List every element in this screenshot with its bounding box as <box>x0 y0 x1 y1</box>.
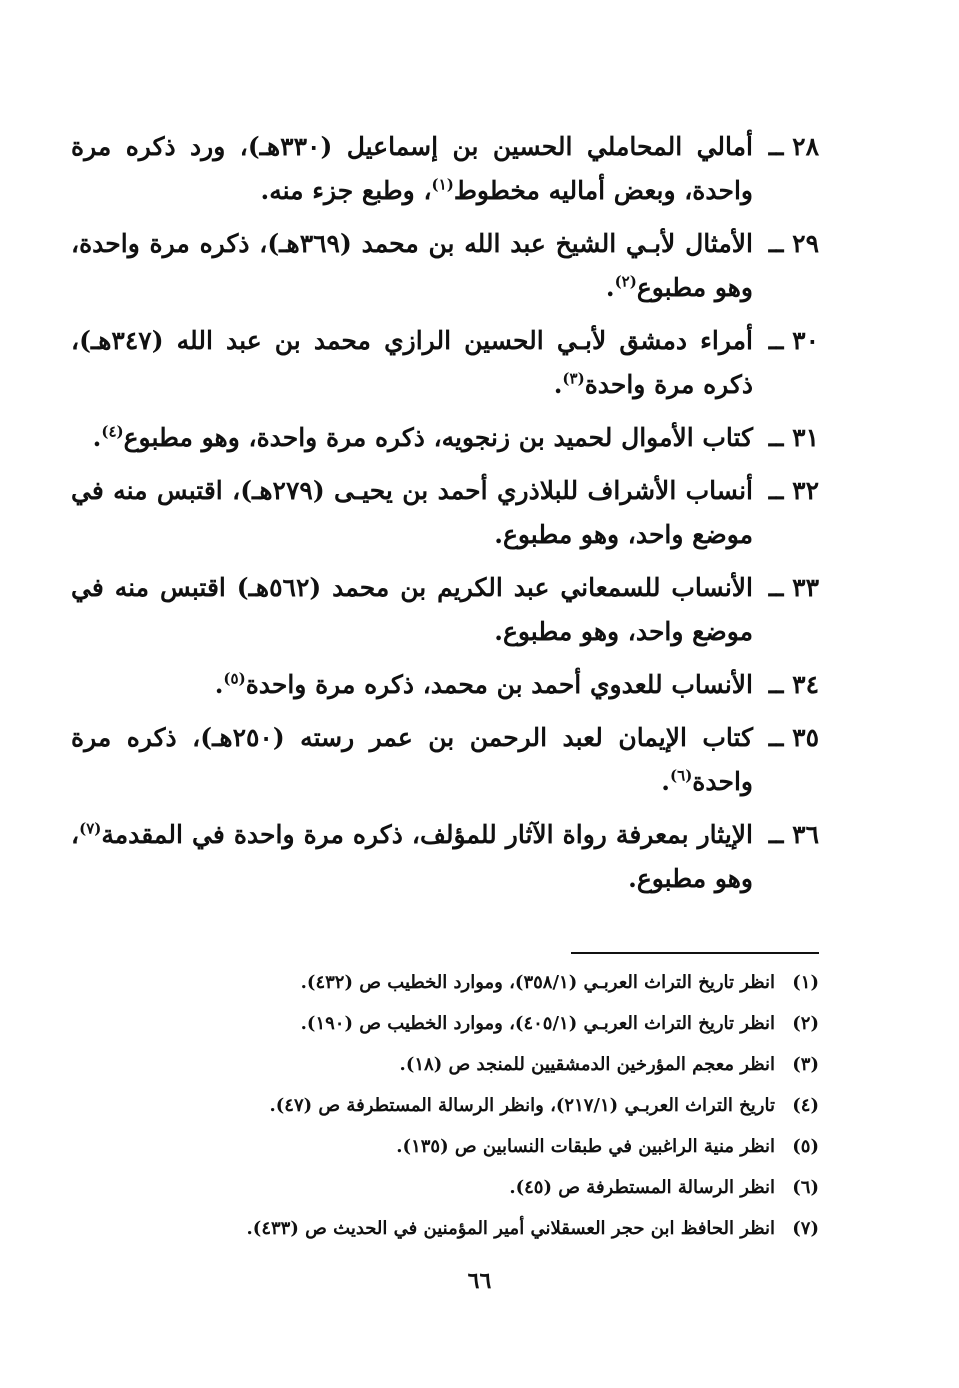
footnote-text: انظر الرسالة المستطرفة ص (٤٥). <box>509 1177 775 1198</box>
footnote-5 <box>119 1126 819 1167</box>
footnote-number: (٤) <box>792 1095 819 1116</box>
footnote-ref: (٧) <box>79 819 102 838</box>
entry-tail: . <box>214 670 224 699</box>
entry-body: أمراء دمشق لأبـي الحسين الرازي محمد بن عبد الله (٣٤٧هـ)، ذكره مرة واحدة <box>71 326 753 399</box>
entry-body: كتاب الإيمان لعبد الرحمن بن عمر رسته (٢٥٠هـ)، ذكره مرة واحدة <box>71 723 753 796</box>
entry-number: ٣١ ــ <box>768 423 819 452</box>
footnote-number: (١) <box>792 972 819 993</box>
footnote-2 <box>119 1003 819 1044</box>
footnote-separator <box>571 952 819 954</box>
entry-text <box>71 813 753 901</box>
footnote-ref: (٣) <box>562 369 585 388</box>
entry-number: ٣٢ ــ <box>768 476 819 505</box>
entry-tail: . <box>92 423 102 452</box>
entry-number: ٢٩ ــ <box>768 229 819 258</box>
entry-31 <box>71 416 819 460</box>
footnote-number: (٢) <box>792 1013 819 1034</box>
entry-number: ٣٥ ــ <box>768 723 819 752</box>
entry-tail: . <box>661 767 671 796</box>
entry-number: ٣٤ ــ <box>768 670 819 699</box>
entries-list <box>71 125 819 910</box>
footnote-number: (٧) <box>792 1218 819 1239</box>
footnote-3 <box>119 1044 819 1085</box>
footnote-number: (٣) <box>792 1054 819 1075</box>
entry-29 <box>71 222 819 310</box>
entry-36 <box>71 813 819 901</box>
entry-tail: . <box>605 273 615 302</box>
entry-34 <box>71 663 819 707</box>
entry-number: ٣٦ ــ <box>768 820 819 849</box>
entry-body: كتاب الأموال لحميد بن زنجويه، ذكره مرة واحدة، وهو مطبوع <box>123 423 753 452</box>
footnote-4 <box>119 1085 819 1126</box>
entry-text <box>71 469 753 557</box>
entry-number: ٣٣ ــ <box>768 573 819 602</box>
entry-33 <box>71 566 819 654</box>
footnote-1 <box>119 962 819 1003</box>
footnote-ref: (١) <box>431 175 454 194</box>
footnote-ref: (٢) <box>614 272 637 291</box>
entry-body: أنساب الأشراف للبلاذري أحمد بن يحيـى (٢٧٩هـ)، اقتبس منه في موضع واحد، وهو مطبوع. <box>71 476 753 549</box>
entry-text <box>71 566 753 654</box>
footnote-number: (٥) <box>792 1136 819 1157</box>
footnote-text: تاريخ التراث العربـي (٢١٧/١)، وانظر الرسالة المستطرفة ص (٤٧). <box>269 1095 775 1116</box>
entry-text <box>71 663 753 707</box>
entry-tail: ، وهو مطبوع. <box>71 820 753 893</box>
footnote-6 <box>119 1167 819 1208</box>
footnotes-list <box>119 962 819 1249</box>
entry-body: الأمثال لأبـي الشيخ عبد الله بن محمد (٣٦٩هـ)، ذكره مرة واحدة، وهو مطبوع <box>71 229 753 302</box>
entry-28 <box>71 125 819 213</box>
footnote-text: انظر تاريخ التراث العربـي (٤٠٥/١)، وموارد الخطيب ص (١٩٠). <box>300 1013 775 1034</box>
footnote-number: (٦) <box>792 1177 819 1198</box>
entry-text <box>71 416 753 460</box>
entry-32 <box>71 469 819 557</box>
entry-body: الإيثار بمعرفة رواة الآثار للمؤلف، ذكره مرة واحدة في المقدمة <box>101 820 753 849</box>
footnote-text: انظر منية الراغبين في طبقات النسابين ص (١٣٥). <box>396 1136 775 1157</box>
footnote-text: انظر معجم المؤرخين الدمشقيين للمنجد ص (١٨). <box>399 1054 775 1075</box>
entry-35 <box>71 716 819 804</box>
entry-text <box>71 222 753 310</box>
footnote-ref: (٥) <box>223 669 246 688</box>
footnote-ref: (٦) <box>670 766 693 785</box>
entry-number: ٢٨ ــ <box>768 132 819 161</box>
entry-tail: . <box>553 370 563 399</box>
entry-body: أمالي المحاملي الحسين بن إسماعيل (٣٣٠هـ)، ورد ذكره مرة واحدة، وبعض أماليه مخطوط <box>71 132 753 205</box>
entry-body: الأنساب للعدوي أحمد بن محمد، ذكره مرة واحدة <box>245 670 753 699</box>
footnote-ref: (٤) <box>101 422 124 441</box>
entry-text <box>71 125 753 213</box>
entry-30 <box>71 319 819 407</box>
entry-text <box>71 319 753 407</box>
entry-number: ٣٠ ــ <box>768 326 819 355</box>
entry-text <box>71 716 753 804</box>
footnote-text: انظر تاريخ التراث العربـي (٣٥٨/١)، وموارد الخطيب ص (٤٣٢). <box>300 972 775 993</box>
entry-tail: ، وطبع جزء منه. <box>260 176 432 205</box>
page-number: ٦٦ <box>467 1268 492 1294</box>
entry-body: الأنساب للسمعاني عبد الكريم بن محمد (٥٦٢هـ) اقتبس منه في موضع واحد، وهو مطبوع. <box>71 573 753 646</box>
footnote-text: انظر الحافظ ابن حجر العسقلاني أمير المؤمنين في الحديث ص (٤٣٣). <box>246 1218 775 1239</box>
footnote-7 <box>119 1208 819 1249</box>
